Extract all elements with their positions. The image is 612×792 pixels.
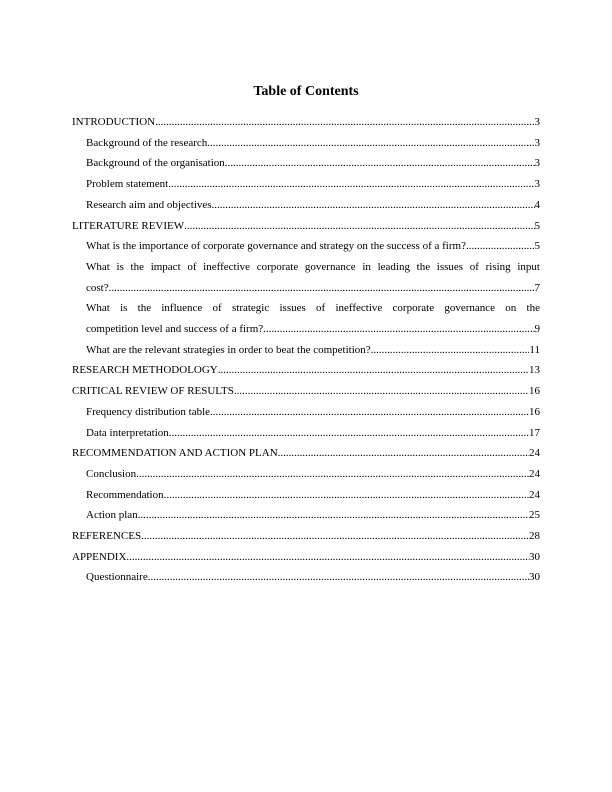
toc-entry-text: Research aim and objectives <box>86 198 212 211</box>
dot-leader <box>109 278 535 299</box>
toc-entry-page: 25 <box>529 509 540 522</box>
dot-leader <box>371 340 530 361</box>
dot-leader <box>138 505 529 526</box>
toc-entry-page: 5 <box>534 240 540 253</box>
toc-entry[interactable] <box>72 360 540 381</box>
toc-entry[interactable] <box>72 567 540 588</box>
toc-entry[interactable] <box>72 236 540 257</box>
toc-entry[interactable] <box>72 298 540 339</box>
toc-entry-page: 3 <box>534 157 540 170</box>
toc-entry-page: 4 <box>534 198 540 211</box>
toc-entry-page: 11 <box>529 343 540 356</box>
toc-entry[interactable] <box>72 216 540 237</box>
toc-entry[interactable] <box>72 505 540 526</box>
dot-leader <box>207 133 534 154</box>
toc-entry-page: 3 <box>534 136 540 149</box>
dot-leader <box>155 112 534 133</box>
toc-entry[interactable] <box>72 133 540 154</box>
toc-entry-page: 9 <box>534 323 540 336</box>
toc-entry-text: Background of the research <box>86 136 208 149</box>
toc-entry-text: What is the influence of strategic issues of ineffective corporate governance on the <box>86 302 540 315</box>
dot-leader <box>263 319 534 340</box>
toc-entry-page: 13 <box>529 364 540 377</box>
dot-leader <box>168 174 534 195</box>
toc-entry-text: RECOMMENDATION AND ACTION PLAN <box>72 447 278 460</box>
dot-leader <box>184 216 534 237</box>
toc-entry[interactable] <box>72 485 540 506</box>
toc-entry-text: REFERENCES <box>72 530 142 543</box>
toc-entry[interactable] <box>72 423 540 444</box>
dot-leader <box>164 485 529 506</box>
toc-entry[interactable] <box>72 174 540 195</box>
toc-entry-text: Recommendation <box>86 488 164 501</box>
toc-entry-page: 3 <box>534 116 540 128</box>
toc-entry-text: INTRODUCTION <box>72 116 156 128</box>
toc-entry[interactable] <box>72 464 540 485</box>
dot-leader <box>136 464 529 485</box>
toc-entry-page: 30 <box>529 571 540 584</box>
dot-leader <box>278 443 529 464</box>
toc-entry[interactable] <box>72 381 540 402</box>
toc-list <box>72 112 540 588</box>
toc-entry-text: Problem statement <box>86 178 169 191</box>
toc-entry-page: 30 <box>529 550 540 563</box>
dot-leader <box>141 526 529 547</box>
dot-leader <box>212 195 535 216</box>
dot-leader <box>225 153 535 174</box>
toc-entry[interactable] <box>72 112 540 133</box>
toc-entry[interactable] <box>72 443 540 464</box>
dot-leader <box>234 381 529 402</box>
toc-entry-text: What is the importance of corporate governance and strategy on the success of a firm? <box>86 240 466 253</box>
toc-entry-page: 24 <box>529 467 540 480</box>
dot-leader <box>126 547 529 568</box>
toc-entry-text: Action plan <box>86 509 138 522</box>
toc-entry-text: Questionnaire <box>86 571 148 584</box>
toc-entry-page: 5 <box>534 219 540 232</box>
toc-entry-text: RESEARCH METHODOLOGY <box>72 364 218 377</box>
toc-entry-text: What are the relevant strategies in order to beat the competition? <box>86 343 371 356</box>
toc-entry[interactable] <box>72 257 540 298</box>
toc-entry[interactable] <box>72 402 540 423</box>
dot-leader <box>169 423 529 444</box>
toc-entry-text: Data interpretation <box>86 426 169 439</box>
toc-entry-text: Frequency distribution table <box>86 405 211 418</box>
dot-leader <box>148 567 529 588</box>
toc-entry-text: Background of the organisation <box>86 157 225 170</box>
toc-entry[interactable] <box>72 340 540 361</box>
dot-leader <box>210 402 529 423</box>
toc-entry-text: Conclusion <box>86 467 137 480</box>
toc-entry[interactable] <box>72 526 540 547</box>
toc-entry-text-continued: cost? <box>86 281 109 294</box>
toc-entry-page: 17 <box>529 426 540 439</box>
toc-entry-text: What is the impact of ineffective corporate governance in leading the issues of rising input <box>86 260 540 273</box>
toc-entry-page: 24 <box>529 488 540 501</box>
toc-title: Table of Contents <box>253 84 359 99</box>
toc-entry[interactable] <box>72 547 540 568</box>
toc-entry-page: 16 <box>529 405 540 418</box>
toc-entry-text: APPENDIX <box>72 550 127 563</box>
toc-entry-text: LITERATURE REVIEW <box>72 219 185 232</box>
toc-entry-page: 16 <box>529 385 540 398</box>
toc-entry-page: 3 <box>534 178 540 191</box>
toc-entry-page: 24 <box>529 447 540 460</box>
toc-entry[interactable] <box>72 195 540 216</box>
toc-entry-text-continued: competition level and success of a firm? <box>86 323 264 336</box>
toc-entry-text: CRITICAL REVIEW OF RESULTS <box>72 385 234 398</box>
dot-leader <box>218 360 529 381</box>
toc-entry-page: 28 <box>529 530 540 543</box>
dot-leader <box>466 236 535 257</box>
toc-entry[interactable] <box>72 153 540 174</box>
toc-entry-page: 7 <box>534 281 540 294</box>
